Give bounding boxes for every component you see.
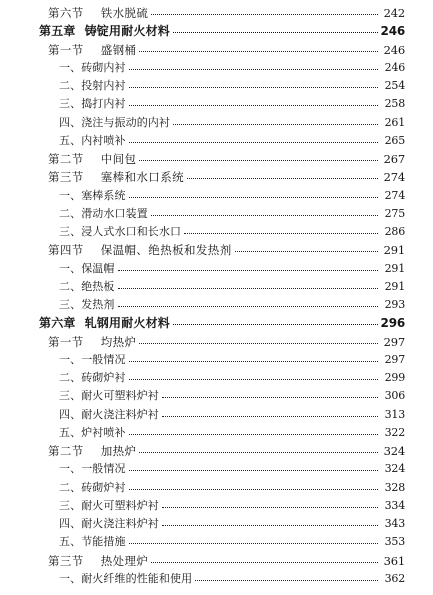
toc-dot-leader — [173, 123, 378, 125]
toc-entry-title — [59, 207, 148, 221]
toc-dot-leader — [162, 524, 378, 526]
toc-item-row — [0, 350, 433, 370]
toc-entry-label: 第六章 — [39, 316, 76, 331]
toc-entry-label: 二、 — [59, 371, 82, 384]
toc-item-row — [0, 204, 433, 224]
toc-entry-label: 二、 — [59, 79, 82, 92]
toc-entry-text: 均热炉 — [100, 334, 137, 349]
toc-dot-leader — [139, 159, 378, 161]
toc-entry-text: 滑动水口装置 — [81, 206, 148, 220]
toc-entry-text: 砖砌内衬 — [81, 60, 126, 74]
toc-page-number: 297 — [384, 352, 405, 366]
toc-item-row — [0, 222, 433, 242]
toc-entry-title — [48, 243, 232, 257]
toc-entry-title — [59, 189, 126, 203]
toc-page-number: 274 — [383, 170, 405, 185]
toc-item-row — [0, 423, 433, 443]
toc-section-row — [0, 332, 433, 352]
toc-item-row — [0, 186, 433, 206]
toc-page-number: 324 — [383, 444, 405, 458]
toc-page-number: 246 — [383, 42, 405, 57]
toc-entry-title — [48, 554, 148, 568]
toc-item-row — [0, 94, 433, 114]
toc-entry-text: 保温帽、绝热板和发热剂 — [100, 243, 232, 258]
toc-entry-text: 耐火可塑料炉衬 — [81, 389, 159, 403]
toc-entry-title — [59, 371, 126, 385]
toc-section-row — [0, 441, 433, 461]
toc-item-row — [0, 131, 433, 151]
toc-item-row — [0, 459, 433, 479]
toc-entry-title — [59, 298, 115, 312]
toc-page-number: 334 — [384, 498, 405, 512]
toc-entry-text: 中间包 — [100, 152, 137, 166]
toc-entry-label: 一、 — [59, 352, 82, 366]
toc-page-number: 267 — [383, 152, 405, 166]
toc-entry-label: 三、 — [59, 389, 82, 403]
toc-entry-text: 砖砌炉衬 — [81, 371, 126, 384]
toc-dot-leader — [162, 506, 378, 508]
toc-entry-text: 耐火浇注料炉衬 — [81, 407, 159, 421]
toc-entry-title — [48, 170, 184, 184]
toc-entry-label: 第四节 — [48, 243, 84, 258]
toc-item-row — [0, 514, 433, 534]
toc-item-row — [0, 259, 433, 279]
toc-item-row — [0, 277, 433, 297]
toc-item-row — [0, 405, 433, 425]
toc-dot-leader — [129, 360, 378, 362]
toc-entry-label: 第二节 — [48, 444, 84, 458]
toc-page-number: 313 — [384, 407, 405, 421]
toc-dot-leader — [118, 287, 378, 289]
toc-entry-title — [59, 97, 126, 111]
toc-dot-leader — [129, 433, 378, 435]
toc-entry-label: 五、 — [59, 133, 82, 147]
toc-entry-label: 二、 — [59, 279, 82, 293]
toc-entry-label: 三、 — [59, 298, 82, 311]
toc-entry-text: 绝热板 — [81, 279, 115, 293]
toc-entry-title — [59, 572, 192, 586]
toc-entry-text: 铸锭用耐火材料 — [84, 24, 171, 39]
toc-page-number: 265 — [384, 133, 405, 147]
toc-entry-text: 热处理炉 — [100, 553, 149, 568]
toc-entry-label: 四、 — [59, 115, 82, 129]
toc-entry-title — [59, 517, 159, 531]
toc-entry-label: 四、 — [59, 407, 82, 421]
toc-section-row — [0, 40, 433, 60]
toc-entry-label: 第六节 — [48, 6, 84, 20]
toc-dot-leader — [173, 31, 378, 33]
toc-page-number: 246 — [384, 60, 405, 74]
toc-page-number: 324 — [384, 462, 405, 476]
toc-dot-leader — [129, 104, 378, 106]
toc-dot-leader — [129, 469, 378, 471]
toc-entry-text: 保温帽 — [81, 261, 115, 275]
toc-entry-label: 第五章 — [39, 24, 76, 39]
toc-entry-text: 浇注与振动的内衬 — [81, 115, 171, 129]
toc-item-row — [0, 478, 433, 498]
toc-page-number: 361 — [383, 553, 405, 568]
toc-page-number: 362 — [384, 571, 405, 585]
toc-entry-title — [59, 389, 159, 403]
toc-dot-leader — [184, 232, 378, 234]
toc-entry-label: 五、 — [59, 535, 82, 549]
toc-entry-title — [59, 408, 159, 422]
toc-entry-label: 五、 — [59, 425, 82, 439]
toc-entry-text: 一般情况 — [81, 352, 126, 366]
toc-entry-label: 第一节 — [48, 334, 84, 349]
toc-chapter-row — [0, 21, 433, 41]
toc-page-number: 299 — [384, 371, 405, 384]
toc-dot-leader — [129, 86, 378, 88]
toc-entry-label: 三、 — [59, 498, 82, 512]
toc-entry-text: 盛钢桶 — [100, 42, 137, 57]
toc-entry-title — [59, 499, 159, 513]
toc-dot-leader — [129, 196, 378, 198]
toc-entry-label: 一、 — [59, 60, 82, 74]
toc-entry-text: 铁水脱硫 — [100, 6, 149, 20]
toc-section-row — [0, 149, 433, 169]
toc-dot-leader — [195, 579, 378, 581]
toc-item-row — [0, 532, 433, 552]
toc-page-number: 242 — [383, 6, 405, 20]
toc-page-number: 275 — [384, 206, 405, 220]
toc-entry-label: 一、 — [59, 571, 82, 585]
toc-page-number: 291 — [383, 243, 405, 258]
toc-entry-title — [39, 24, 170, 38]
toc-dot-leader — [151, 13, 378, 15]
toc-dot-leader — [162, 396, 378, 398]
toc-entry-label: 二、 — [59, 206, 82, 220]
toc-entry-title — [59, 116, 170, 130]
toc-entry-title — [59, 462, 126, 476]
toc-entry-text: 耐火可塑料炉衬 — [81, 498, 159, 512]
toc-entry-title — [59, 79, 126, 93]
toc-dot-leader — [139, 342, 378, 344]
toc-dot-leader — [129, 542, 378, 544]
toc-entry-text: 浸人式水口和长水口 — [81, 225, 182, 238]
toc-page-number: 246 — [380, 24, 405, 39]
toc-dot-leader — [235, 250, 378, 252]
toc-dot-leader — [151, 561, 378, 563]
toc-dot-leader — [129, 378, 378, 380]
toc-page-number: 353 — [384, 535, 405, 549]
toc-page-number: 296 — [380, 316, 405, 331]
toc-page-number: 291 — [384, 261, 405, 275]
toc-item-row — [0, 569, 433, 589]
toc-page-number: 261 — [384, 115, 405, 129]
toc-entry-text: 内衬喷补 — [81, 133, 126, 147]
toc-page-number: 328 — [384, 480, 405, 494]
toc-entry-title — [59, 262, 115, 276]
toc-entry-text: 耐火纤维的性能和使用 — [81, 571, 193, 585]
toc-dot-leader — [151, 214, 378, 216]
toc-section-row — [0, 167, 433, 187]
toc-entry-label: 一、 — [59, 261, 82, 275]
toc-page-number: 274 — [384, 188, 405, 202]
toc-entry-title — [48, 335, 136, 349]
toc-entry-label: 一、 — [59, 188, 82, 202]
toc-entry-label: 三、 — [59, 225, 82, 238]
toc-dot-leader — [173, 323, 378, 325]
toc-item-row — [0, 58, 433, 78]
toc-entry-text: 一般情况 — [81, 462, 126, 476]
toc-entry-text: 捣打内衬 — [81, 97, 126, 111]
toc-entry-label: 第一节 — [48, 42, 84, 57]
toc-entry-text: 炉衬喷补 — [81, 425, 126, 439]
toc-entry-label: 二、 — [59, 480, 82, 494]
toc-entry-text: 节能措施 — [81, 535, 126, 549]
toc-dot-leader — [139, 451, 378, 453]
toc-entry-label: 第二节 — [48, 152, 84, 166]
toc-item-row — [0, 496, 433, 516]
toc-entry-text: 轧钢用耐火材料 — [84, 316, 171, 331]
toc-entry-text: 耐火浇注料炉衬 — [81, 517, 159, 530]
toc-dot-leader — [139, 50, 378, 52]
toc-entry-title — [48, 444, 136, 458]
toc-entry-label: 三、 — [59, 97, 82, 111]
toc-page-number: 286 — [384, 225, 405, 238]
toc-section-row — [0, 3, 433, 23]
toc-entry-text: 发热剂 — [81, 298, 115, 311]
toc-section-row — [0, 551, 433, 571]
toc-dot-leader — [162, 415, 378, 417]
toc-entry-label: 第三节 — [48, 553, 84, 568]
toc-entry-title — [59, 535, 126, 549]
toc-page-number: 291 — [384, 279, 405, 293]
toc-page-number: 293 — [384, 298, 405, 311]
toc-item-row — [0, 368, 433, 388]
toc-page-number: 322 — [384, 425, 405, 439]
toc-entry-title — [59, 481, 126, 495]
toc-entry-text: 塞棒和水口系统 — [100, 170, 185, 185]
toc-page-number: 306 — [384, 389, 405, 403]
toc-entry-label: 一、 — [59, 462, 82, 476]
toc-entry-label: 四、 — [59, 517, 82, 530]
toc-dot-leader — [118, 269, 378, 271]
toc-entry-title — [59, 225, 181, 239]
toc-entry-title — [59, 353, 126, 367]
toc-dot-leader — [187, 177, 378, 179]
toc-entry-title — [48, 43, 136, 57]
toc-dot-leader — [118, 305, 378, 307]
toc-page-number: 343 — [384, 517, 405, 530]
toc-page-number: 297 — [383, 334, 405, 349]
toc-entry-title — [48, 152, 136, 166]
toc-entry-title — [59, 426, 126, 440]
toc-entry-title — [39, 316, 170, 330]
toc-entry-title — [59, 280, 115, 294]
toc-entry-title — [59, 61, 126, 75]
toc-entry-label: 第三节 — [48, 170, 84, 185]
toc-item-row — [0, 295, 433, 315]
toc-item-row — [0, 386, 433, 406]
toc-entry-text: 投射内衬 — [81, 79, 126, 92]
toc-item-row — [0, 76, 433, 96]
toc-entry-title — [48, 6, 148, 20]
toc-item-row — [0, 113, 433, 133]
toc-page-number: 258 — [384, 97, 405, 111]
toc-entry-text: 塞棒系统 — [81, 188, 126, 202]
toc-dot-leader — [129, 68, 378, 70]
toc-entry-title — [59, 134, 126, 148]
toc-section-row — [0, 240, 433, 260]
toc-entry-text: 加热炉 — [100, 444, 137, 458]
toc-page-number: 254 — [384, 79, 405, 92]
toc-entry-text: 砖砌炉衬 — [81, 480, 126, 494]
toc-dot-leader — [129, 488, 378, 490]
toc-dot-leader — [129, 141, 378, 143]
toc-chapter-row — [0, 313, 433, 333]
